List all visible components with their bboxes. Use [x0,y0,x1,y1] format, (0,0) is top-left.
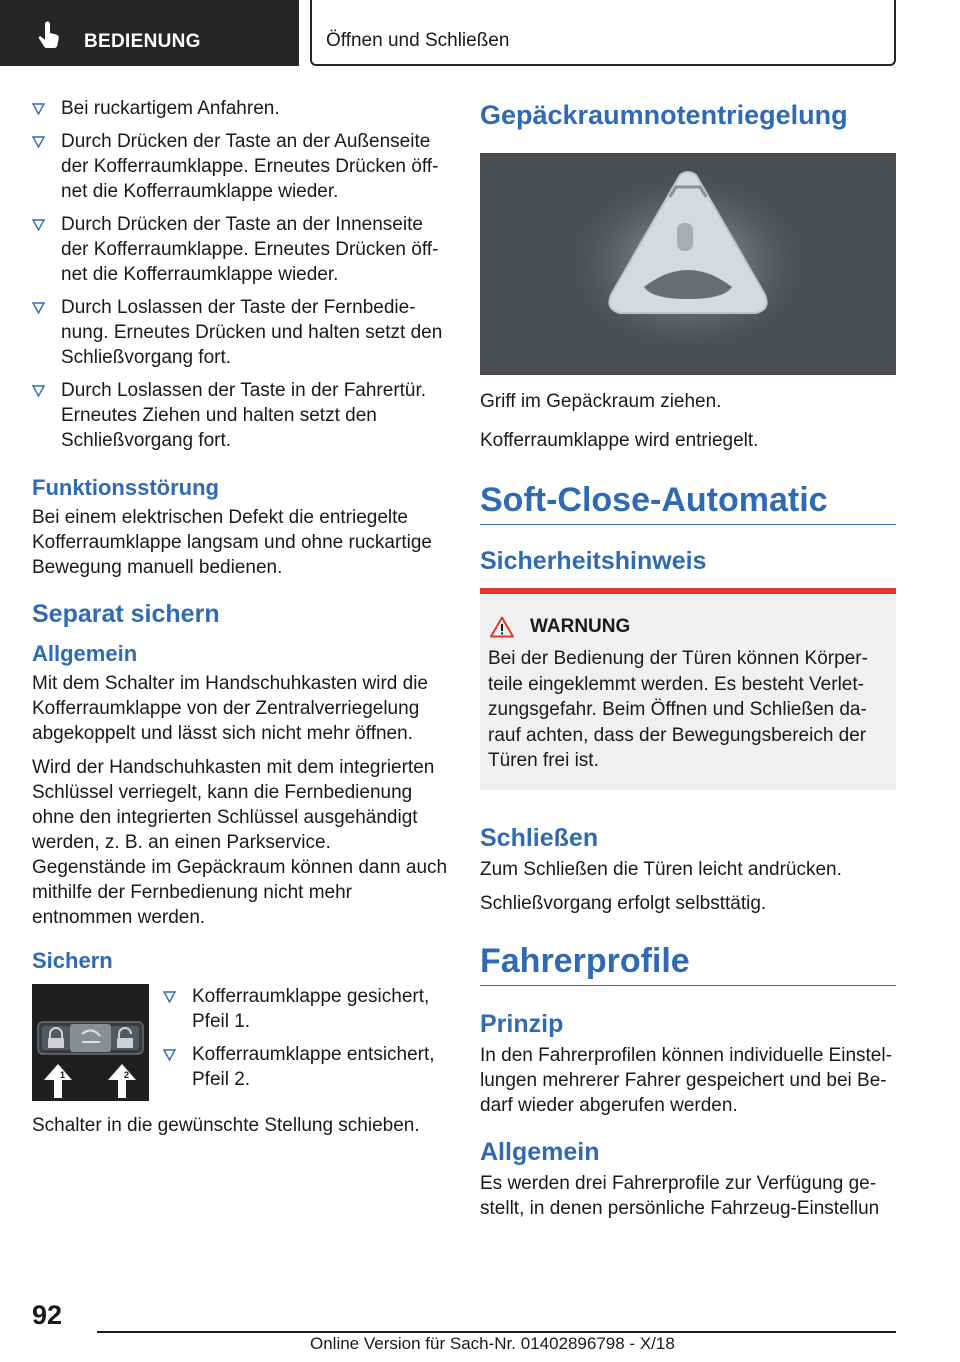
list-item: Durch Loslassen der Taste in der Fahrertür. Erneutes Ziehen und halten setzt den Schließvorgang fort. [32,378,450,453]
list-item: Kofferraumklappe entsichert, Pfeil 2. [163,1042,450,1092]
heading-prinzip: Prinzip [480,1009,564,1038]
section-label: BEDIENUNG [84,31,201,52]
list-item: Kofferraumklappe gesichert, Pfeil 1. [163,984,450,1034]
touch-hand-icon [34,20,64,50]
paragraph-schliessen-2: Schließvorgang erfolgt selbsttätig. [480,892,767,914]
paragraph-prinzip: In den Fahrerprofilen können individuelle Einstellungen mehrerer Fahrer gespeichert und bei Bedarf wieder abgerufen werden. [480,1044,892,1116]
warning-text: Bei der Bedienung der Türen können Körperteile eingeklemmt werden. Es besteht Verletzungsgefahr. Beim Öffnen und Schließen darauf achten, dass der Bewegungsbereich der Türen frei ist. [488,648,868,771]
page-number: 92 [32,1300,63,1330]
heading-allgemein-left: Allgemein [32,641,138,666]
paragraph-notentriegelung-1: Griff im Gepäckraum ziehen. [480,391,722,412]
heading-gepaeckraumnotentriegelung: Gepäckraumnotentriegelung [480,100,848,130]
trunk-lock-switch-photo [32,984,149,1101]
chapter-title: Öffnen und Schließen [326,30,510,51]
warning-box [480,588,896,790]
warning-triangle-icon [490,616,514,638]
right-column [480,96,896,1230]
arrow-label-2: 2 [124,1070,130,1080]
bullet-triangle-icon [32,136,45,148]
heading-schliessen: Schließen [480,823,599,852]
trunk-emergency-release-photo [480,153,896,375]
heading-sichern: Sichern [32,948,113,973]
section-tab [0,0,299,66]
list-item: Durch Drücken der Taste an der Innenseite der Kofferraumklappe. Erneutes Drücken öffnet die Kofferraumklappe wieder. [32,212,450,287]
list-item: Durch Drücken der Taste an der Außenseite der Kofferraumklappe. Erneutes Drücken öffnet die Kofferraumklappe wieder. [32,129,450,204]
paragraph-schliessen-1: Zum Schließen die Türen leicht andrücken. [480,858,842,880]
paragraph-allgemein-2: Wird der Handschuhkasten mit dem integrierten Schlüssel verriegelt, kann die Fernbedienung ohne den integrierten Schlüssel ausgehändigt werden, z. B. an einen Parkservice. Gegenstände im Gepäckraum können dann auch mithilfe der Fernbedienung nicht mehr entnommen werden. [32,757,448,928]
sichern-row [32,984,450,1101]
heading-soft-close-automatic: Soft-Close-Automatic [480,481,896,525]
release-handle-illustration [480,153,896,375]
arrow-label-1: 1 [60,1070,66,1080]
paragraph-sichern: Schalter in die gewünschte Stellung schieben. [32,1115,420,1136]
heading-allgemein-right: Allgemein [480,1137,600,1166]
bullet-triangle-icon [32,103,45,115]
close-stop-list [32,96,450,453]
bullet-triangle-icon [32,219,45,231]
list-item: Durch Loslassen der Taste der Fernbedienung. Erneutes Drücken und halten setzt den Schließvorgang fort. [32,295,450,370]
warning-label: WARNUNG [530,616,631,637]
sichern-list [163,984,450,1101]
heading-sicherheitshinweis: Sicherheitshinweis [480,547,707,575]
warning-header [488,616,888,638]
paragraph-funktionsstoerung: Bei einem elektrischen Defekt die entriegelte Kofferraumklappe langsam und ohne ruckartige Bewegung manuell bedienen. [32,507,432,578]
bullet-triangle-icon [163,991,176,1003]
bullet-triangle-icon [163,1049,176,1061]
footer-divider [97,1331,896,1333]
paragraph-allgemein-right: Es werden drei Fahrerprofile zur Verfügung gestellt, in denen persönliche Fahrzeug-Einstellun [480,1172,880,1219]
paragraph-allgemein-1: Mit dem Schalter im Handschuhkasten wird die Kofferraumklappe von der Zentralverriegelung abgekoppelt und lässt sich nicht mehr öffnen. [32,673,429,744]
heading-fahrerprofile: Fahrerprofile [480,942,896,986]
heading-separat-sichern: Separat sichern [32,600,220,628]
heading-funktionsstoerung: Funktionsstörung [32,475,219,500]
switch-illustration [32,984,149,1101]
list-item: Bei ruckartigem Anfahren. [32,96,450,121]
left-column [32,96,450,1147]
bullet-triangle-icon [32,385,45,397]
paragraph-notentriegelung-2: Kofferraumklappe wird entriegelt. [480,430,759,451]
bullet-triangle-icon [32,302,45,314]
online-version-note: Online Version für Sach-Nr. 01402896798 - X/18 [310,1334,675,1353]
